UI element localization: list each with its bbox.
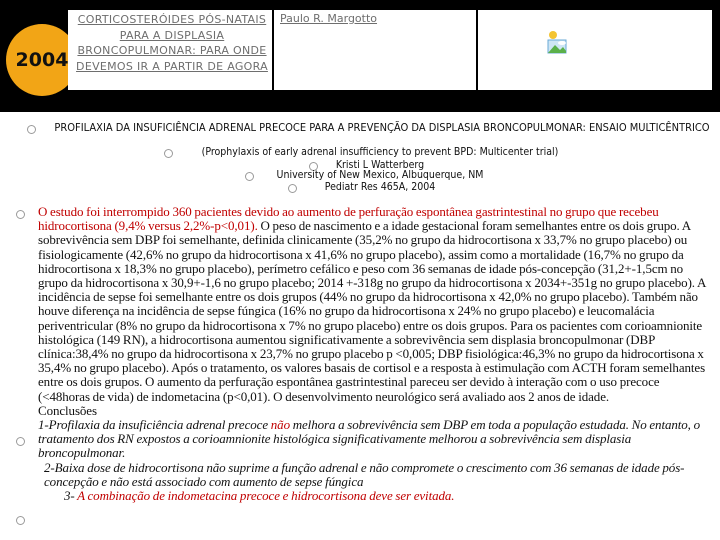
results-highlight: O estudo foi interrompido 360 pacientes devido ao aumento de perfuração espontânea gastrintestinal no grupo que recebeu hidrocortisona (9,4% versus 2,2%-p<0,01). — [38, 204, 659, 234]
results-text: O peso de nascimento e a idade gestacional foram semelhantes entre os dois grupo. A sobrevivência sem DBP foi semelhante, definida clinicamente (35,2% no grupo da hidrocortisona x 33,7% no grupo placebo) ou fisiologicamente (42,6% no grupo da hidrocortisona x 41,6% no grupo placebo), assim como a mortalidade (16,7% no grupo da hidrocortisona x 18,3% no grupo placebo), perímetro cefálico e peso com 36 semanas de idade pós-concepção (31,2+-1,5cm no grupo da hidrocortisona x 30,9+-1,6 no grupo placebo; 2014 +-318g no grupo da hidrocortisona x 2034+-351g no grupo placebo). A incidência de sepse foi semelhante entre os dois grupos (44% no grupo da hidrocortisona x 42,0% no grupo placebo). Também não houve diferença na incidência de sepse fúngica (16% no grupo da hidrocortisona x 24% no grupo placebo) e leucomalácia periventricular (8% no grupo da hidrocortisona x 7% no grupo placebo) entre os dois grupos. Para os pacientes com corioamnionite histológica (149 RN), a hidrocortisona aumentou significativamente a sobrevivência sem displasia broncopulmonar (DBP clínica:38,4% no grupo da hidrocortisona x 23,7% no grupo placebo p <0,005; DBP fisiológica:46,3% no grupo da hidrocortisona x 35,4% no grupo placebo). Após o tratamento, os valores basais de cortisol e a resposta à estimulação com ACTH foram semelhantes entre os dois grupos. O aumento da perfuração espontânea gastrintestinal pareceu ser devido à interação com o uso precoce (<48horas de vida) de indometacina (p<0,01). O desenvolvimento neurológico será avaliado aos 2 anos de idade. — [38, 218, 706, 404]
picture-icon — [542, 28, 572, 58]
reference-author: Kristi L Watterberg — [335, 159, 425, 171]
presentation-title-link[interactable]: CORTICOSTERÓIDES PÓS-NATAIS PARA A DISPLASIA BRONCOPULMONAR: PARA ONDE DEVEMOS IR A PARTIR DE AGORA — [76, 13, 268, 73]
conclusion-2: 2-Baixa dose de hidrocortisona não suprime a função adrenal e não compromete o crescimento com 36 semanas de idade pós-concepção e não está associado com aumento de sepse fúngica — [44, 459, 685, 489]
header-band — [0, 0, 720, 112]
reference-title-en: (Prophylaxis of early adrenal insufficiency to prevent BPD: Multicenter trial) — [201, 146, 559, 158]
reference-journal: Pediatr Res 465A, 2004 — [324, 181, 436, 193]
bullet-icon — [16, 437, 25, 446]
conclusions-heading: Conclusões — [38, 402, 97, 418]
reference-institution: University of New Mexico, Albuquerque, NM — [276, 169, 484, 181]
author-link[interactable]: Paulo R. Margotto — [280, 12, 378, 25]
bullet-icon — [16, 516, 25, 525]
results-paragraph — [38, 205, 712, 404]
author-cell — [274, 10, 476, 90]
conclusion-3-highlight: A combinação de indometacina precoce e hidrocortisona deve ser evitada. — [77, 488, 455, 504]
conclusion-1-highlight: não — [270, 417, 290, 433]
body-text — [38, 205, 712, 503]
bullet-icon — [16, 210, 25, 219]
title-cell — [68, 10, 272, 90]
image-cell — [478, 10, 712, 90]
conclusion-3: 3- A combinação de indometacina precoce e hidrocortisona deve ser evitada. — [64, 488, 455, 504]
conclusion-1: 1-Profilaxia da insuficiência adrenal precoce não melhora a sobrevivência sem DBP em toda a população estudada. No entanto, o tratamento dos RN expostos a corioamnionite histológica significativamente melhorou a sobrevivência sem displasia broncopulmonar. — [38, 417, 700, 461]
bullet-icon — [27, 125, 36, 134]
reference-title-pt: PROFILAXIA DA INSUFICIÊNCIA ADRENAL PRECOCE PARA A PREVENÇÃO DA DISPLASIA BRONCOPULMONAR: ENSAIO MULTICÊNTRICO — [54, 121, 710, 134]
year-badge: 2004 — [6, 24, 78, 96]
